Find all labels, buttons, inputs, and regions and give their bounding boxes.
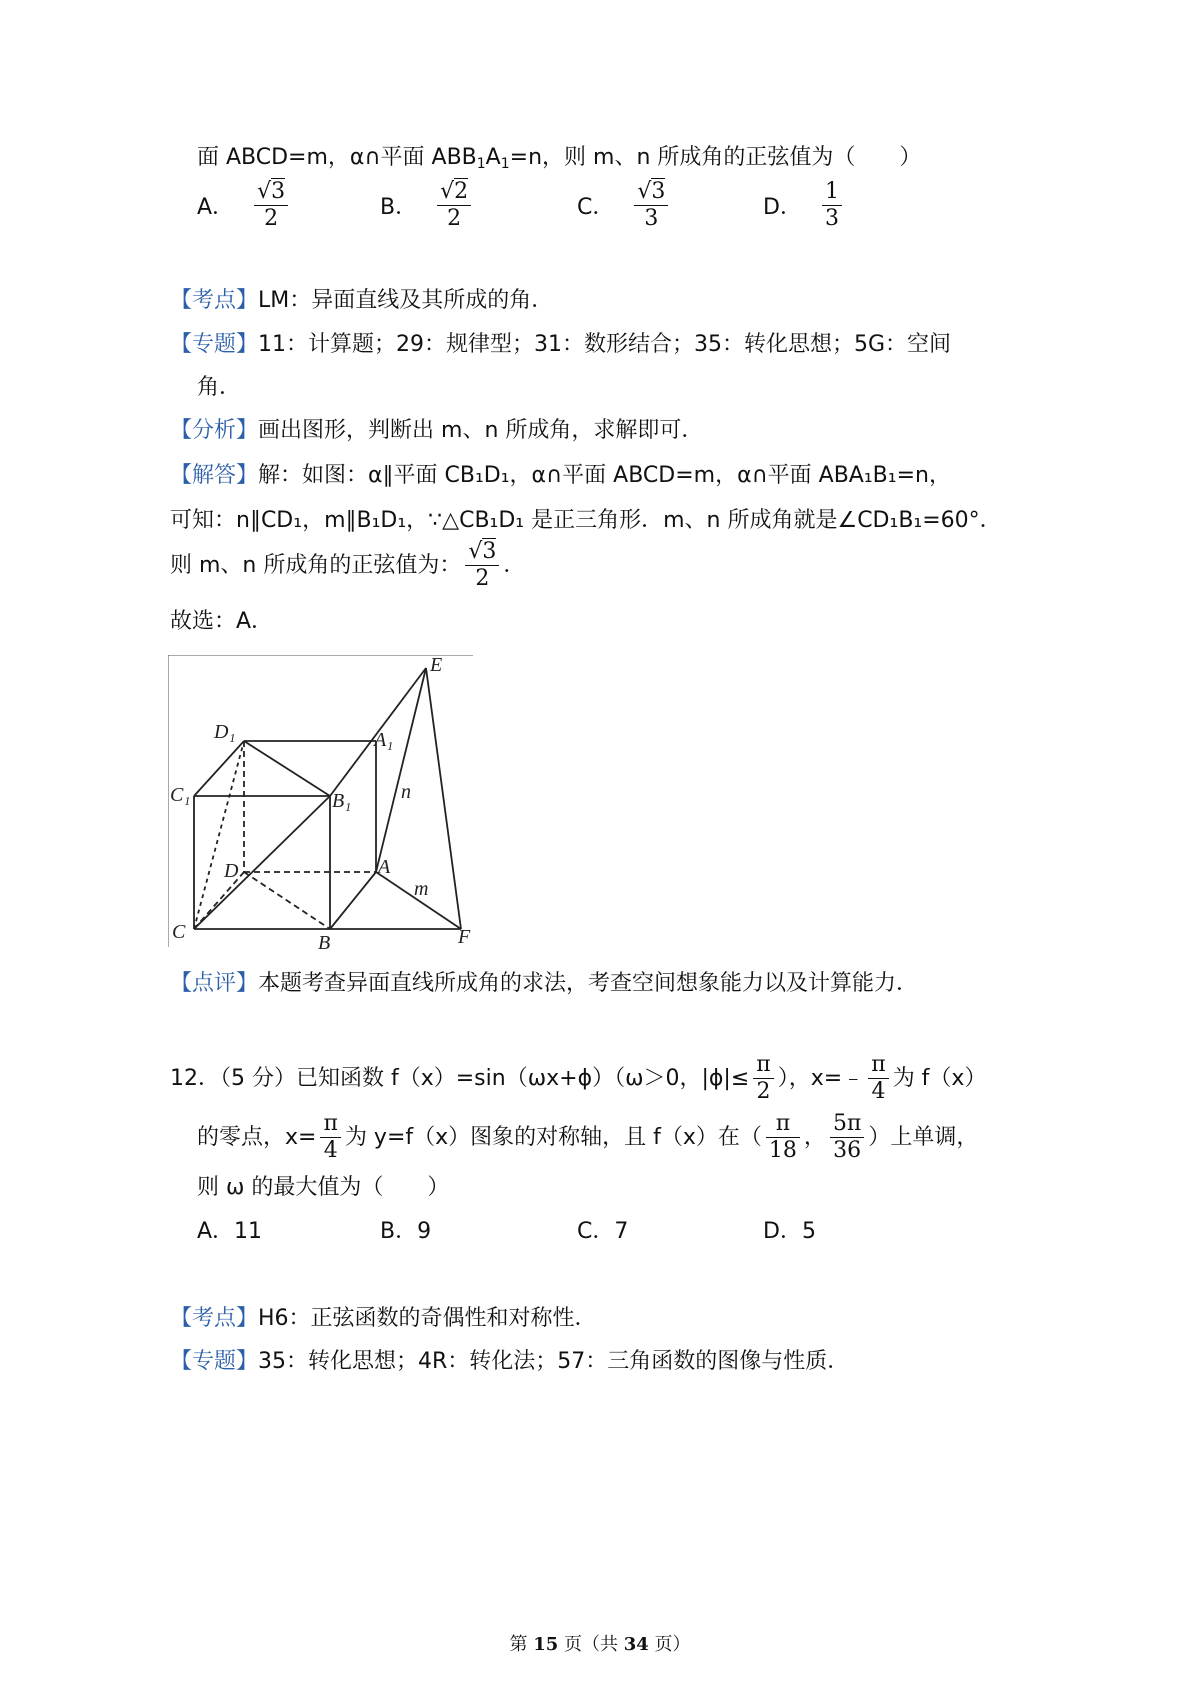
q12-stem-line3: 则 ω 的最大值为（ ） bbox=[197, 1175, 450, 1200]
q11-jieda: 【解答】解：如图：α∥平面 CB₁D₁，α∩平面 ABCD=m，α∩平面 ABA₁B₁=n， bbox=[170, 463, 951, 488]
label-B: B bbox=[318, 932, 331, 954]
label-n: n bbox=[401, 781, 411, 803]
label-m: m bbox=[414, 878, 429, 900]
q11-kaodian: 【考点】LM：异面直线及其所成的角． bbox=[170, 288, 554, 313]
q11-option-c: C． $\frac{√3}{3}$ bbox=[577, 180, 672, 231]
q11-option-b: B． $\frac{√2}{2}$ bbox=[380, 180, 475, 231]
q11-dianping: 【点评】本题考查异面直线所成角的求法，考查空间想象能力以及计算能力． bbox=[170, 971, 919, 996]
q12-kaodian: 【考点】H6：正弦函数的奇偶性和对称性． bbox=[170, 1306, 597, 1331]
label-A1: A₁ bbox=[374, 729, 394, 751]
label-C: C bbox=[172, 921, 186, 943]
label-B1: B₁ bbox=[332, 790, 352, 812]
label-F: F bbox=[458, 926, 471, 948]
q11-zhuanti: 【专题】11：计算题；29：规律型；31：数形结合；35：转化思想；5G：空间 bbox=[170, 332, 952, 357]
q11-option-d: D． $\frac{1}{3}$ bbox=[763, 180, 846, 231]
q11-fenxi: 【分析】画出图形，判断出 m、n 所成角，求解即可． bbox=[170, 418, 704, 443]
label-E: E bbox=[430, 655, 443, 676]
sqrt3-over-2-fraction: $\frac{√3}{2}$ bbox=[465, 540, 499, 591]
q11-jieda-line2: 可知：n∥CD₁，m∥B₁D₁，∵△CB₁D₁ 是正三角形．m、n 所成角就是∠CD₁B₁=60°． bbox=[170, 508, 1002, 533]
q11-jieda-line3: 则 m、n 所成角的正弦值为： $\frac{√3}{2}$ ． bbox=[170, 539, 526, 591]
q12-option-c: C．7 bbox=[577, 1219, 629, 1244]
q12-option-a: A．11 bbox=[197, 1219, 263, 1244]
q11-option-a: A． $\frac{√3}{2}$ bbox=[197, 180, 292, 231]
q11-stem: 面 ABCD=m，α∩平面 $ABB_1A_1=n$，则 m、n 所成角的正弦值为（ ） bbox=[197, 145, 922, 172]
q12-option-d: D．5 bbox=[763, 1219, 816, 1244]
label-A: A bbox=[378, 856, 391, 878]
cube-figure bbox=[168, 655, 478, 955]
label-D1: D₁ bbox=[214, 721, 236, 743]
page-footer: 第 15 页（共 34 页） bbox=[509, 1634, 691, 1655]
q12-stem-line2: 的零点，x= $\frac{\pi}{4}$ 为 y=f（x）图象的对称轴，且 f（x）在（ $\frac{\pi}{18}$ ， $\frac{5\pi}{36}$ ）上单调， bbox=[197, 1111, 979, 1163]
q11-zhuanti-cont: 角． bbox=[197, 375, 242, 400]
q12-option-b: B．9 bbox=[380, 1219, 432, 1244]
q12-stem-line1: 12．（5 分）已知函数 f（x）=sin（ωx+ϕ）（ω＞0，|ϕ|≤ $\frac{\pi}{2}$ ），x=﹣ $\frac{\pi}{4}$ 为 f（x） bbox=[170, 1052, 987, 1104]
q12-zhuanti: 【专题】35：转化思想；4R：转化法；57：三角函数的图像与性质． bbox=[170, 1349, 850, 1374]
label-D: D bbox=[224, 860, 239, 882]
q11-guxuan: 故选：A． bbox=[170, 609, 274, 634]
label-C1: C₁ bbox=[170, 784, 191, 806]
